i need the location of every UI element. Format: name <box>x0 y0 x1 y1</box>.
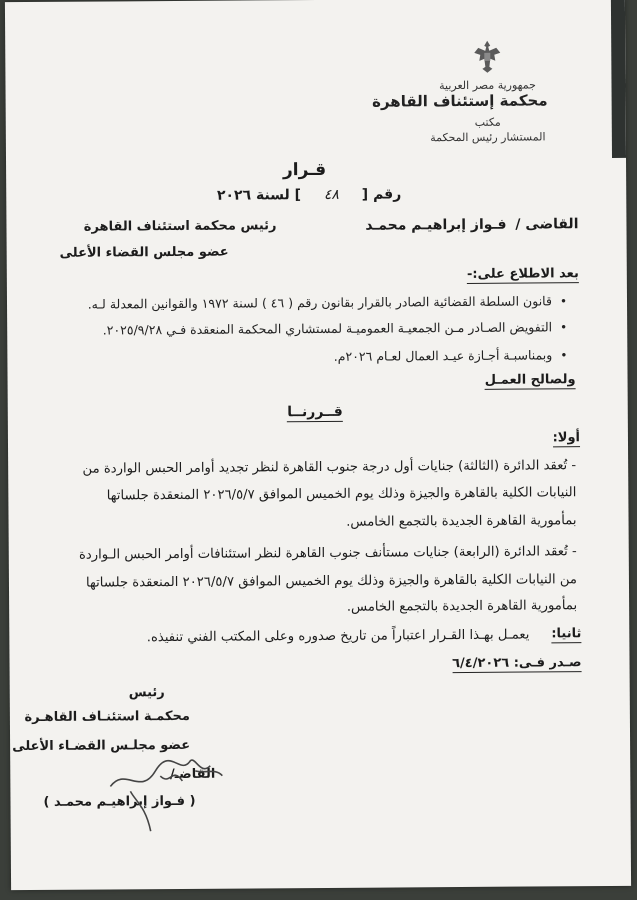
first-p2-line1: - تُعقد الدائرة (الرابعة) جنايات مستأنف جنوب القاهرة لنظر استئنافات أوامر الحبس الـواردة <box>78 544 577 563</box>
sig-court: محكمـة استئنـاف القاهـرة <box>24 708 190 726</box>
decision-title: قـرار <box>282 159 327 181</box>
judge-label: القاضى / <box>515 216 579 233</box>
judge-role-council: عضو مجلس القضاء الأعلى <box>59 244 229 261</box>
second-label: ثانيا: <box>551 626 582 642</box>
review-item-3: • وبمناسبـة أجـازة عيـد العمال لعـام ٢٠٢٦م. <box>334 347 568 364</box>
review-heading: بعد الاطلاع على:- <box>466 266 579 282</box>
background-edge <box>611 0 626 158</box>
decision-number-line <box>217 186 401 203</box>
country-name: جمهورية مصر العربية <box>439 78 536 93</box>
letterhead <box>372 38 548 145</box>
decision-number-suffix: ] لسنة ٢٠٢٦ <box>216 187 302 204</box>
issued-date: صـدر فـى: ٦/٤/٢٠٢٦ <box>452 655 582 672</box>
judge-role-court: رئيس محكمة استئناف القاهرة <box>83 218 277 235</box>
review-item-1: • قانون السلطة القضائية الصادر بالقرار بقانون رقم ( ٤٦ ) لسنة ١٩٧٢ والقوانين المعدلة لـه. <box>88 293 567 311</box>
decision-number-prefix: رقم [ <box>361 186 402 203</box>
decided-heading: قــررنــا <box>287 403 343 421</box>
court-name: محكمة إستئناف القاهرة <box>372 91 548 111</box>
first-p2-line3: بمأمورية القاهرة الجديدة بالتجمع الخامس. <box>346 598 578 615</box>
decision-number: ٤٨ <box>323 186 339 203</box>
judge-name: فـواز إبراهيـم محمـد <box>365 216 507 234</box>
sig-title: رئيس <box>128 685 165 701</box>
second-text: يعمـل بهـذا القـرار اعتباراً من تاريخ صدوره وعلى المكتب الفني تنفيذه. <box>146 627 530 646</box>
office-chief: المستشار رئيس المحكمة <box>430 130 546 145</box>
sig-council: عضو مجلـس القضـاء الأعلى <box>12 737 191 755</box>
work-interest: ولصالح العمـل <box>484 372 576 388</box>
first-p1-line3: بمأمورية القاهرة الجديدة بالتجمع الخامس. <box>346 513 577 530</box>
eagle-emblem-icon <box>472 39 502 75</box>
first-p2-line2: من النيابات الكلية بالقاهرة والجيزة وذلك يوم الخميس الموافق ٢٠٢٦/٥/٧ المنعقدة جلساتها <box>85 572 578 591</box>
sig-judge-label: القاضـ/ <box>169 766 216 783</box>
office-label: مكتب <box>474 115 501 129</box>
review-item-2: • التفويض الصـادر مـن الجمعيـة العموميـة لمستشاري المحكمة المنعقدة فـي ٢٠٢٥/٩/٢٨. <box>103 319 568 337</box>
first-p1-line1: - تُعقد الدائرة (الثالثة) جنايات أول درجة جنوب القاهرة لنظر تجديد أوامر الحبس الواردة من <box>82 458 577 477</box>
handwritten-signature-icon <box>100 746 231 837</box>
sig-judge-name: ( فـواز إبراهيـم محمـد ) <box>43 793 196 810</box>
first-p1-line2: النيابات الكلية بالقاهرة والجيزة وذلك يوم الخميس الموافق ٢٠٢٦/٥/٧ المنعقدة جلساتها <box>106 485 577 504</box>
first-label: أولا: <box>552 430 581 446</box>
document-page <box>5 0 631 890</box>
